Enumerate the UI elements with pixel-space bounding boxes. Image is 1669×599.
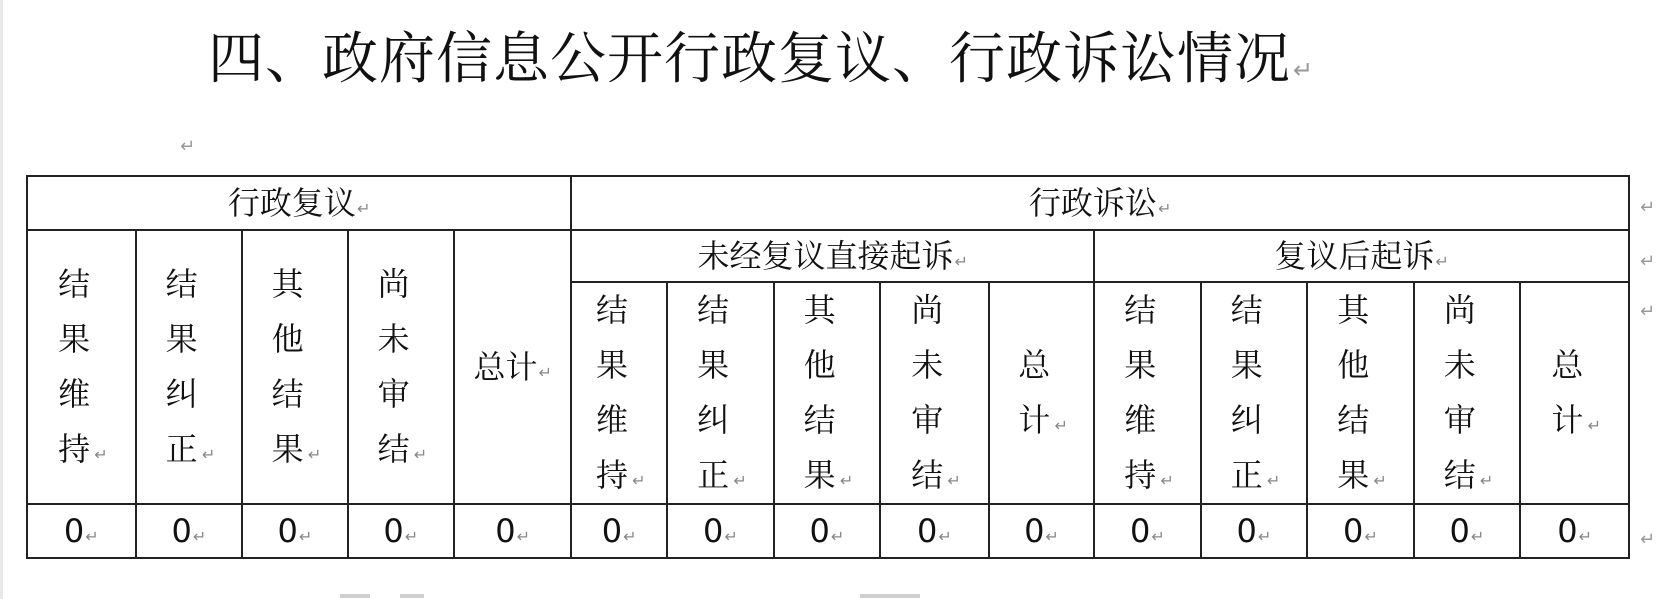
value-cell [1414, 504, 1521, 558]
value-cell [989, 504, 1094, 558]
next-line-fragment [340, 594, 370, 598]
empty-paragraph [180, 136, 195, 157]
direct-col-1 [571, 282, 667, 504]
cell-mark-icon: ↵ [1266, 471, 1281, 491]
after-col-1 [1094, 282, 1201, 504]
paragraph-mark-icon: ↵ [1640, 197, 1656, 218]
cell-mark-icon: ↵ [1479, 471, 1494, 491]
cell-mark-icon: ↵ [1373, 471, 1387, 491]
after-col-4 [1414, 282, 1521, 504]
table-header-row-1 [27, 176, 1629, 230]
value-cell [242, 504, 347, 558]
value-text: 0 [917, 512, 938, 551]
paragraph-mark-icon: ↵ [1640, 529, 1656, 550]
cell-mark-icon: ↵ [516, 527, 531, 547]
value-cell [1520, 504, 1629, 558]
direct-col-label: 尚未审结 [911, 291, 944, 495]
after-col-2 [1201, 282, 1308, 504]
value-cell [27, 504, 136, 558]
direct-suit-header: 未经复议直接起诉 [697, 237, 954, 275]
value-cell [774, 504, 881, 558]
after-total-label: 总计 [1551, 346, 1584, 440]
value-cell [1307, 504, 1414, 558]
value-text: 0 [1449, 512, 1470, 551]
cell-mark-icon: ↵ [830, 527, 845, 547]
cell-mark-icon: ↵ [201, 445, 216, 465]
admin-litigation-header: 行政诉讼 [1028, 184, 1157, 222]
direct-col-3 [774, 282, 881, 504]
value-text: 0 [1024, 512, 1045, 551]
value-cell [1201, 504, 1308, 558]
value-cell [454, 504, 571, 558]
review-col-2 [136, 230, 243, 504]
cell-mark-icon: ↵ [404, 527, 419, 547]
cell-mark-icon: ↵ [1160, 471, 1174, 491]
value-text: 0 [171, 512, 192, 551]
value-text: 0 [1557, 512, 1578, 551]
cell-mark-icon: ↵ [94, 445, 108, 465]
cell-mark-icon: ↵ [307, 445, 322, 465]
paragraph-mark-icon: ↵ [1640, 301, 1656, 322]
value-text: 0 [383, 512, 404, 551]
cell-mark-icon: ↵ [1587, 416, 1601, 436]
value-text: 0 [495, 512, 516, 551]
direct-col-label: 结果纠正 [697, 291, 730, 495]
review-col-label: 尚未审结 [377, 265, 410, 469]
cell-mark-icon: ↵ [947, 471, 961, 491]
direct-suit-header-cell [571, 230, 1094, 282]
value-text: 0 [1343, 512, 1364, 551]
direct-col-label: 其他结果 [803, 291, 836, 495]
after-col-3 [1307, 282, 1414, 504]
value-cell [1094, 504, 1201, 558]
cell-mark-icon: ↵ [1257, 527, 1272, 547]
cell-mark-icon: ↵ [623, 527, 637, 547]
cell-mark-icon: ↵ [1435, 252, 1449, 271]
cell-mark-icon: ↵ [1470, 527, 1485, 547]
cell-mark-icon: ↵ [632, 471, 646, 491]
after-col-label: 尚未审结 [1443, 291, 1476, 495]
cell-mark-icon: ↵ [1364, 527, 1378, 547]
cell-mark-icon: ↵ [298, 527, 313, 547]
admin-litigation-header-cell [571, 176, 1629, 230]
cell-mark-icon: ↵ [413, 445, 428, 465]
value-cell [348, 504, 455, 558]
cell-mark-icon: ↵ [85, 527, 99, 547]
value-text: 0 [63, 512, 85, 551]
cell-mark-icon: ↵ [356, 199, 371, 218]
page-title [208, 28, 1314, 92]
direct-col-label: 结果维持 [595, 291, 628, 495]
next-line-fragment [400, 594, 424, 598]
review-col-label: 其他结果 [271, 265, 304, 469]
review-col-total [454, 230, 571, 504]
paragraph-mark-icon: ↵ [1293, 56, 1315, 84]
direct-col-4 [880, 282, 989, 504]
next-line-fragment [860, 594, 920, 598]
cell-mark-icon: ↵ [1054, 416, 1068, 436]
value-cell [880, 504, 989, 558]
page-left-edge [0, 0, 3, 599]
after-col-label: 结果维持 [1124, 291, 1157, 495]
direct-total-label: 总计 [1018, 346, 1051, 440]
admin-review-header: 行政复议 [227, 184, 356, 222]
review-col-label: 结果维持 [58, 265, 91, 469]
title-text: 四、政府信息公开行政复议、行政诉讼情况 [208, 27, 1291, 92]
review-col-3 [242, 230, 347, 504]
cell-mark-icon: ↵ [954, 252, 968, 271]
after-review-header-cell [1094, 230, 1629, 282]
value-text: 0 [809, 512, 830, 551]
after-col-total [1520, 282, 1629, 504]
cell-mark-icon: ↵ [733, 471, 747, 491]
cell-mark-icon: ↵ [938, 527, 952, 547]
admin-review-header-cell [27, 176, 571, 230]
cell-mark-icon: ↵ [192, 527, 207, 547]
value-cell [667, 504, 774, 558]
value-text: 0 [601, 512, 623, 551]
cell-mark-icon: ↵ [724, 527, 738, 547]
review-col-label: 结果纠正 [165, 265, 198, 469]
cell-mark-icon: ↵ [1151, 527, 1165, 547]
value-text: 0 [1236, 512, 1257, 551]
direct-col-2 [667, 282, 774, 504]
cell-mark-icon: ↵ [1157, 199, 1172, 218]
table-header-row-2 [27, 230, 1629, 282]
cell-mark-icon: ↵ [839, 471, 854, 491]
after-review-header: 复议后起诉 [1274, 237, 1435, 275]
value-text: 0 [1130, 512, 1151, 551]
paragraph-mark-icon: ↵ [180, 136, 196, 157]
direct-col-total [989, 282, 1094, 504]
after-col-label: 其他结果 [1337, 291, 1370, 495]
value-text: 0 [277, 512, 298, 551]
cell-mark-icon: ↵ [1045, 527, 1059, 547]
table-row [27, 504, 1629, 558]
review-col-1 [27, 230, 136, 504]
review-total-label: 总计 [473, 348, 538, 387]
value-cell [136, 504, 243, 558]
value-text: 0 [702, 512, 724, 551]
paragraph-mark-icon: ↵ [1640, 251, 1656, 272]
value-cell [571, 504, 667, 558]
cell-mark-icon: ↵ [1578, 527, 1592, 547]
after-col-label: 结果纠正 [1230, 291, 1263, 495]
review-litigation-table [26, 175, 1630, 559]
review-col-4 [348, 230, 455, 504]
cell-mark-icon: ↵ [538, 363, 552, 383]
